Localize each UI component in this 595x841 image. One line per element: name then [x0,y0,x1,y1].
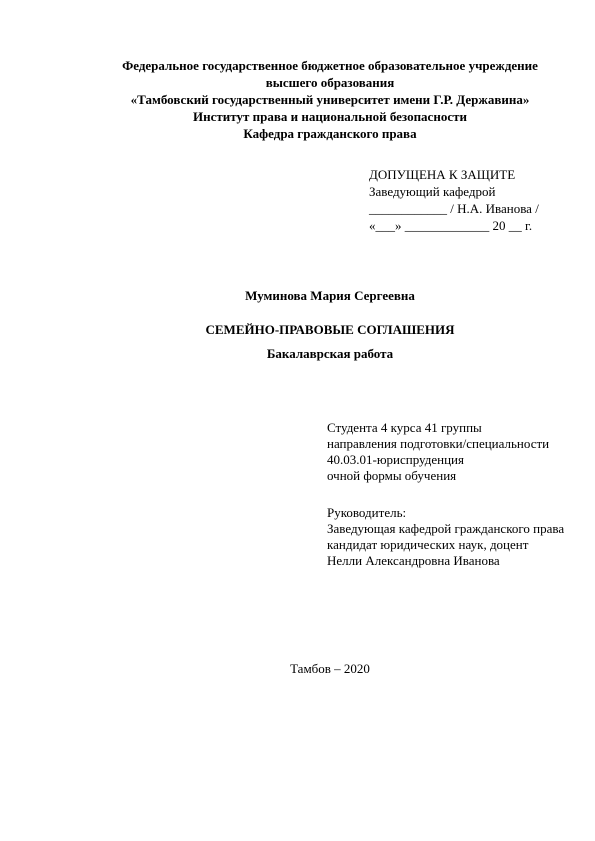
approval-block [369,166,539,234]
student-course-group: Студента 4 курса 41 группы [327,420,482,435]
header-line-department: Кафедра гражданского права [243,126,417,141]
student-speciality-code: 40.03.01-юриспруденция [327,452,464,467]
header-line-institute: Институт права и национальной безопасности [193,109,467,124]
header-line-education-level: высшего образования [265,75,395,90]
header-line-university: «Тамбовский государственный университет имени Г.Р. Державина» [130,92,530,107]
student-study-form: очной формы обучения [327,468,457,483]
approval-date-line: «___» _____________ 20 __ г. [369,218,533,233]
author-name: Муминова Мария Сергеевна [245,288,415,303]
approval-signature-line: ____________ / Н.А. Иванова / [369,201,539,216]
supervisor-label: Руководитель: [327,505,407,520]
work-type: Бакалаврская работа [266,346,394,361]
supervisor-degree: кандидат юридических наук, доцент [327,537,529,552]
thesis-title: СЕМЕЙНО-ПРАВОВЫЕ СОГЛАШЕНИЯ [205,322,455,337]
header-line-ministry: Федеральное государственное бюджетное образовательное учреждение [122,58,538,73]
approval-role: Заведующий кафедрой [369,184,496,199]
supervisor-position: Заведующая кафедрой гражданского права [327,521,565,536]
student-direction: направления подготовки/специальности [327,436,550,451]
institution-header [40,57,595,142]
approval-heading: ДОПУЩЕНА К ЗАЩИТЕ [369,167,516,182]
supervisor-name: Нелли Александровна Иванова [327,553,500,568]
city-year: Тамбов – 2020 [290,661,370,676]
student-info-block [327,420,549,484]
supervisor-block [327,505,577,569]
